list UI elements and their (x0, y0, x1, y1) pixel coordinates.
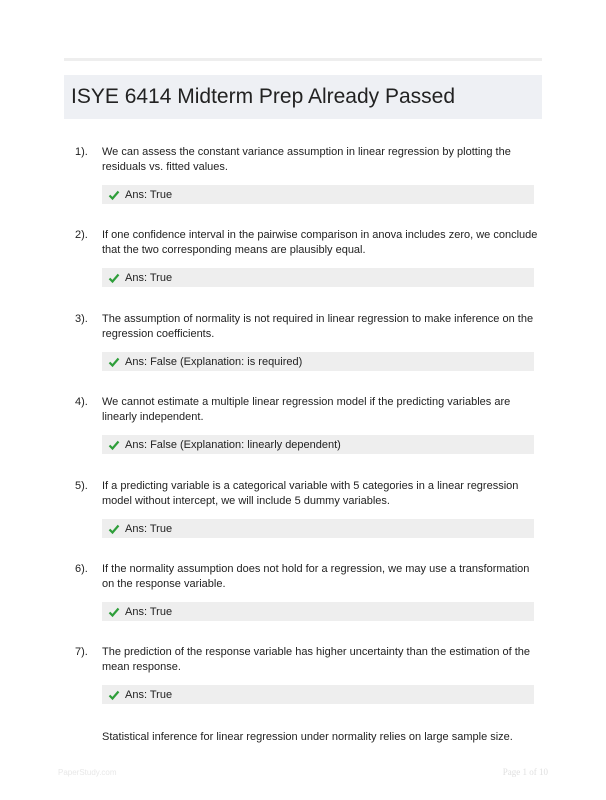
question-text: The assumption of normality is not required in linear regression to make inference on the regression coefficients. (102, 313, 534, 340)
trailing-question-text: Statistical inference for linear regression under normality relies on large sample size. (102, 731, 513, 743)
check-icon (108, 189, 120, 201)
question-number: 1). (75, 146, 88, 158)
top-divider (64, 58, 542, 61)
answer-box (102, 435, 534, 454)
answer-box (102, 352, 534, 371)
question-number: 2). (75, 229, 88, 241)
title-band (64, 75, 542, 119)
page-number: Page 1 of 10 (502, 767, 548, 777)
check-icon (108, 523, 120, 535)
question-number: 7). (75, 646, 88, 658)
answer-box (102, 185, 534, 204)
question-text: If the normality assumption does not hold for a regression, we may use a transformation on the response variable. (102, 563, 530, 590)
question-text: If a predicting variable is a categorical variable with 5 categories in a linear regression model without intercept, we will include 5 dummy variables. (102, 480, 519, 507)
check-icon (108, 689, 120, 701)
question-text: If one confidence interval in the pairwise comparison in anova includes zero, we conclude that the two corresponding means are plausibly equal. (102, 229, 538, 256)
page-title: ISYE 6414 Midterm Prep Already Passed (71, 85, 456, 108)
question-number: 3). (75, 313, 88, 325)
check-icon (108, 272, 120, 284)
answer-box (102, 268, 534, 287)
question-text: We cannot estimate a multiple linear regression model if the predicting variables are linearly independent. (102, 396, 511, 423)
answer-text: Ans: True (125, 188, 173, 201)
answer-box (102, 602, 534, 621)
question-number: 6). (75, 563, 88, 575)
answer-text: Ans: False (Explanation: is required) (125, 355, 303, 368)
check-icon (108, 356, 120, 368)
question-number: 4). (75, 396, 88, 408)
question-text: The prediction of the response variable has higher uncertainty than the estimation of the mean response. (102, 646, 531, 673)
answer-text: Ans: True (125, 605, 173, 618)
answer-text: Ans: False (Explanation: linearly dependent) (125, 438, 341, 451)
question-number: 5). (75, 480, 88, 492)
check-icon (108, 606, 120, 618)
answer-text: Ans: True (125, 522, 173, 535)
answer-box (102, 519, 534, 538)
answer-text: Ans: True (125, 271, 173, 284)
check-icon (108, 439, 120, 451)
answer-box (102, 685, 534, 704)
question-text: We can assess the constant variance assumption in linear regression by plotting the residuals vs. fitted values. (102, 146, 511, 173)
footer-watermark: PaperStudy.com (58, 768, 117, 777)
answer-text: Ans: True (125, 688, 173, 701)
